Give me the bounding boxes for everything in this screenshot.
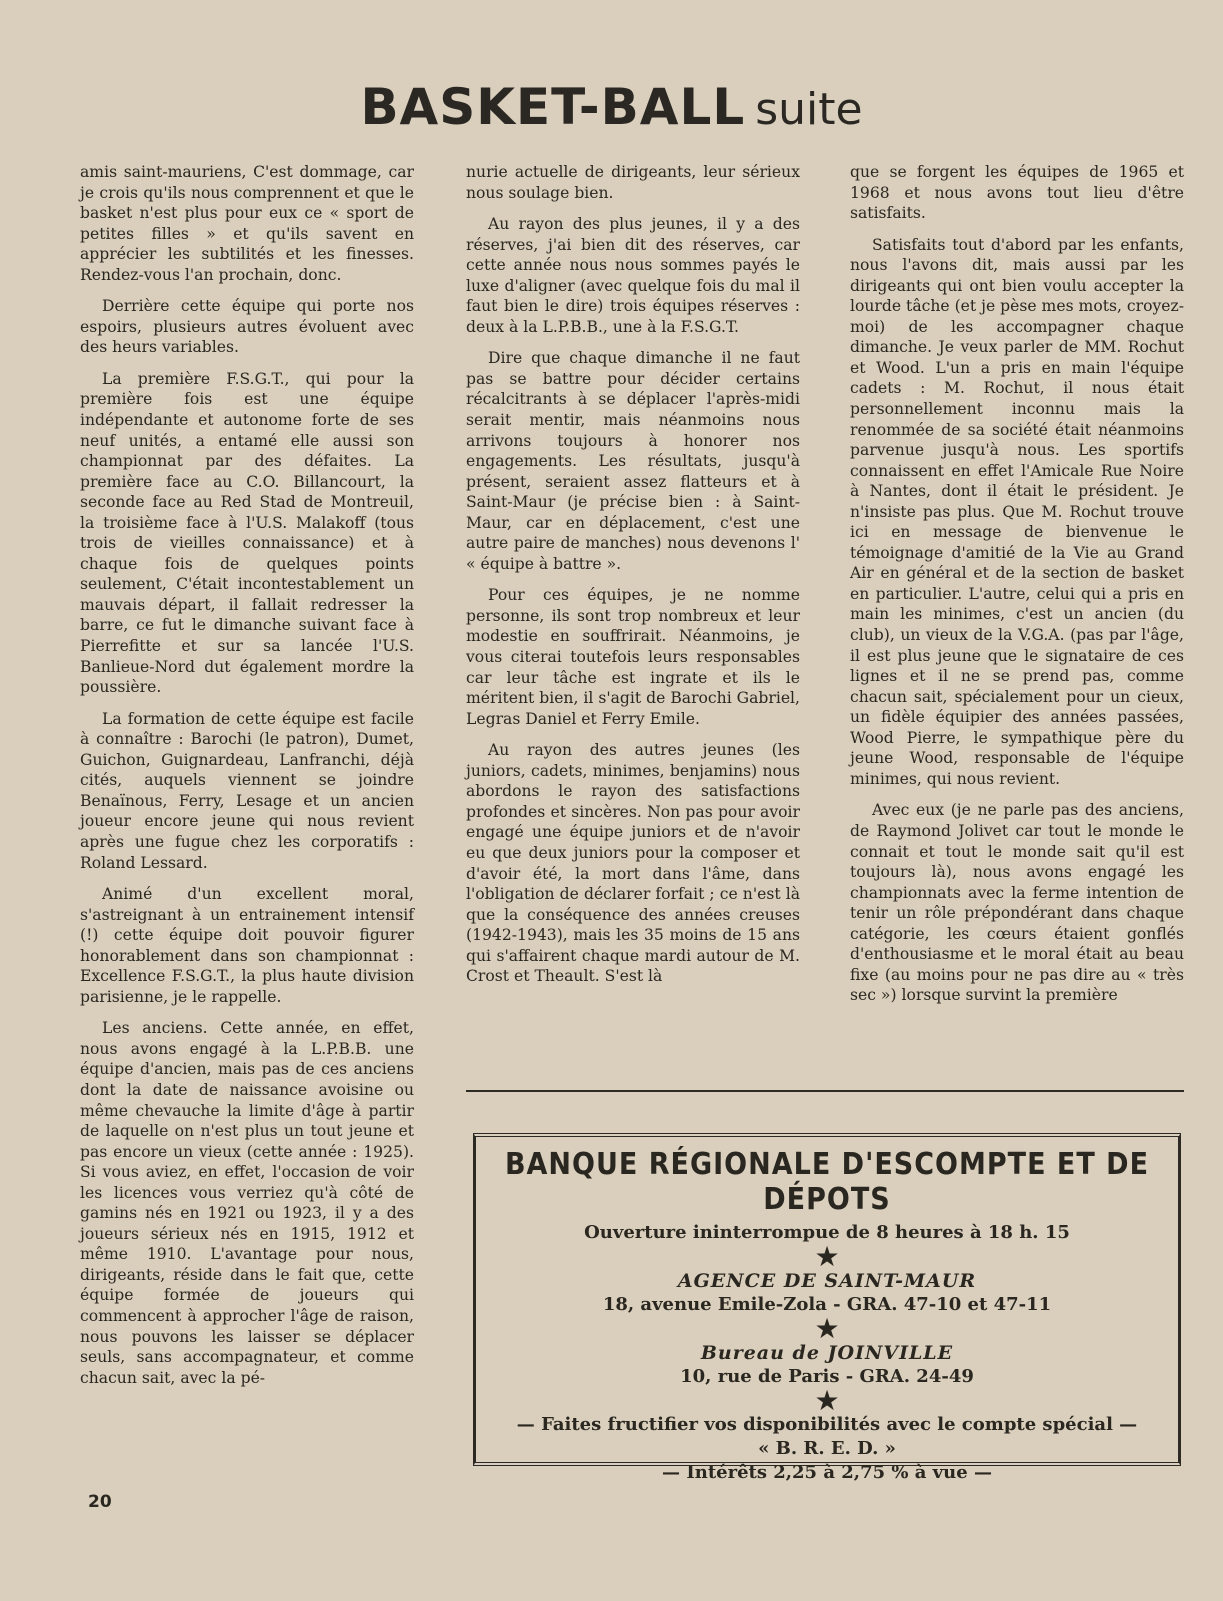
bank-name: BANQUE RÉGIONALE D'ESCOMPTE ET DE DÉPOTS (504, 1147, 1150, 1217)
account-name: « B. R. E. D. » (758, 1438, 896, 1459)
star-icon: ★ (814, 1240, 840, 1273)
ad-slogan: — Faites fructifier vos disponibilités avec le compte spécial — (516, 1414, 1138, 1435)
paragraph: Avec eux (je ne parle pas des anciens, de Raymond Jolivet car tout le monde le connait et tout le monde sait qu'il est toujours là), nous avons engagé les championnats avec la ferme intention de tenir un rôle prépondérant dans chaque catégorie, les cœurs étaient gonflés d'enthousiasme et le moral était au beau fixe (au moins pour ne pas dire au « très sec ») lorsque survint la première (850, 801, 1184, 1005)
agency-saint-maur-name: AGENCE DE SAINT-MAUR (677, 1270, 977, 1292)
paragraph: amis saint-mauriens, C'est dommage, car je crois qu'ils nous comprennent et que le basket n'est plus pour eux ce « sport de petites filles » et qu'ils savent en apprécier les subtilités et les finesses. Rendez-vous l'an prochain, donc. (80, 163, 414, 284)
bank-advertisement (473, 1133, 1181, 1483)
agency-joinville-address: 10, rue de Paris - GRA. 24-49 (680, 1366, 974, 1387)
paragraph: Animé d'un excellent moral, s'astreignant à un entrainement intensif (!) cette équipe doit pouvoir figurer honorablement dans son championnat : Excellence F.S.G.T., la plus haute division parisienne, je le rappelle. (80, 885, 414, 1006)
paragraph: Les anciens. Cette année, en effet, nous avons engagé à la L.P.B.B. une équipe d'ancien, mais pas de ces anciens dont la date de naissance avoisine ou même chevauche la limite d'âge à partir de laquelle on n'est plus un tout jeune et pas encore un vieux (cette année : 1925). Si vous aviez, en effet, l'occasion de voir les licences vous verriez qu'à côté de gamins nés en 1921 ou 1923, il y a des joueurs sérieux nés en 1915, 1912 et même 1910. L'avantage pour nous, dirigeants, réside dans le fait que, cette équipe formée de joueurs qui commencent à approcher l'âge de raison, nous pouvons les laisser se déplacer seuls, sans accompagnateur, et comme chacun sait, avec la pé- (80, 1019, 414, 1387)
paragraph: La formation de cette équipe est facile à connaître : Barochi (le patron), Dumet, Guichon, Guignardeau, Lanfranchi, déjà cités, auquels viennent se joindre Benaïnous, Ferry, Lesage et un ancien joueur encore jeune qui nous revient après une fugue chez les corporatifs : Roland Lessard. (80, 709, 414, 872)
paragraph: Au rayon des autres jeunes (les juniors, cadets, minimes, benjamins) nous abordons le rayon des satisfactions profondes et sincères. Non pas pour avoir engagé une équipe juniors et de n'avoir eu que deux juniors pour la composer et d'avoir été, la mort dans l'âme, dans l'obligation de déclarer forfait ; ce n'est là que la conséquence des années creuses (1942-1943), mais les 35 moins de 15 ans qui s'affairent chaque mardi autour de M. Crost et Theault. S'est là (466, 741, 800, 986)
agency-joinville-name: Bureau de JOINVILLE (700, 1342, 954, 1364)
page-number: 20 (88, 1492, 112, 1512)
page-title (0, 78, 1223, 136)
star-icon: ★ (814, 1384, 840, 1417)
paragraph: que se forgent les équipes de 1965 et 1968 et nous avons tout lieu d'être satisfaits. (850, 163, 1184, 223)
paragraph: Dire que chaque dimanche il ne faut pas se battre pour décider certains récalcitrants à se déplacer l'après-midi serait mentir, mais néanmoins nous arrivons toujours à honorer nos engagements. Les résultats, jusqu'à présent, seraient assez flatteurs et à Saint-Maur (je précise bien : à Saint-Maur, car en déplacement, c'est une autre paire de manches) nous devenons l' « équipe à battre ». (466, 349, 800, 573)
article-column-3 (850, 162, 1184, 1017)
paragraph: Au rayon des plus jeunes, il y a des réserves, j'ai bien dit des réserves, car cette année nous nous sommes payés le luxe d'aligner (avec quelque fois du mal il faut bien le dire) trois équipes réserves : deux à la L.P.B.B., une à la F.S.G.T. (466, 215, 800, 336)
star-icon: ★ (814, 1312, 840, 1345)
paragraph: Satisfaits tout d'abord par les enfants, nous l'avons dit, mais aussi par les dirigeants qui ont bien voulu accepter la lourde tâche (et je pèse mes mots, croyez-moi) de les accompagner chaque dimanche. Je veux parler de MM. Rochut et Wood. L'un a pris en main l'équipe cadets : M. Rochut, il nous était personnellement inconnu mais la renommée de sa société était néanmoins parvenue jusqu'à nous. Les sportifs connaissent en effet l'Amicale Rue Noire à Nantes, dont il était le président. Je n'insiste pas plus. Que M. Rochut trouve ici en message de bienvenue le témoignage d'amitié de la Vie au Grand Air en général et de la section de basket en particulier. L'autre, celui qui a pris en main les minimes, c'est un ancien (du club), un vieux de la V.G.A. (pas par l'âge, il est plus jeune que le signataire de ces lignes et il ne se prend pas, comme chacun sait, spécialement pour un cieux, un fidèle équipier des années passées, Wood Pierre, le sympathique père du jeune Wood, responsable de l'équipe minimes, qui nous revient. (850, 235, 1184, 788)
agency-saint-maur-address: 18, avenue Emile-Zola - GRA. 47-10 et 47-11 (602, 1294, 1052, 1315)
paragraph: La première F.S.G.T., qui pour la première fois est une équipe indépendante et autonome forte de ses neuf unités, a entamé elle aussi son championnat par des défaites. La première face au C.O. Billancourt, la seconde face au Red Stad de Montreuil, la troisième face à l'U.S. Malakoff (tous trois de vieilles connaissance) et à chaque fois de quelques points seulement, C'était incontestablement un mauvais départ, il fallait redresser la barre, ce fut le dimanche suivant face à Pierrefitte et sur sa lancée l'U.S. Banlieue-Nord dut également mordre la poussière. (80, 369, 414, 697)
title-suite: suite (755, 84, 863, 135)
section-divider (466, 1090, 1184, 1092)
paragraph: Pour ces équipes, je ne nomme personne, ils sont trop nombreux et leur modestie en souffrirait. Néanmoins, je vous citerai toutefois leurs responsables car leur tâche est ingrate et ils le méritent bien, il s'agit de Barochi Gabriel, Legras Daniel et Ferry Emile. (466, 586, 800, 728)
title-main: BASKET-BALL (360, 78, 746, 136)
opening-hours: Ouverture ininterrompue de 8 heures à 18 h. 15 (584, 1222, 1070, 1243)
interest-rates: — Intérêts 2,25 à 2,75 % à vue — (662, 1462, 992, 1483)
article-column-1 (80, 162, 414, 1399)
paragraph: Derrière cette équipe qui porte nos espoirs, plusieurs autres évoluent avec des heurs variables. (80, 297, 414, 357)
article-column-2 (466, 162, 800, 998)
paragraph: nurie actuelle de dirigeants, leur sérieux nous soulage bien. (466, 163, 800, 202)
